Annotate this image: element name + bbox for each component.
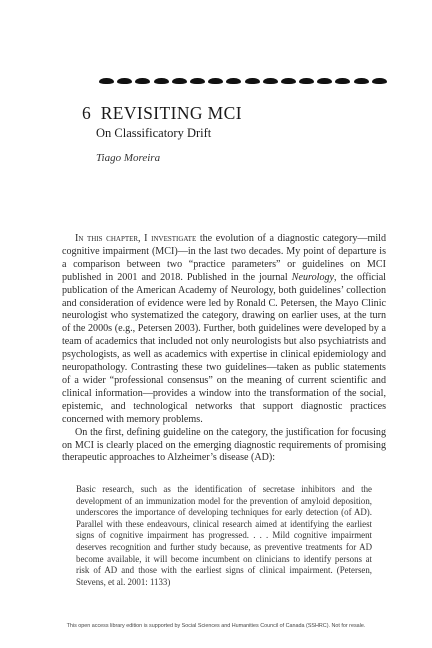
page-footer-notice: This open access library edition is supported by Social Sciences and Humanities Council of Canada (SSHRC). Not for resale. <box>66 623 366 629</box>
ornamental-divider <box>99 77 387 85</box>
paragraph-1 <box>62 233 386 427</box>
journal-title: Neurology <box>291 271 335 283</box>
chapter-number: 6 <box>82 103 92 123</box>
paragraph-1-end: , the official publication of the American Academy of Neurology, both guidelines’ collection and consideration of evidence were led by Ronald C. Petersen, the Mayo Clinic neurologist who systematized the category, drawing on earlier uses, at the turn of the 2000s (e.g., Petersen 2003). Further, both guidelines were developed by a team of academics that included not only neurologists but also psychiatrists and psychologists, as well as academics with expertise in clinical epidemiology and neuropathology. Contrasting these two guidelines—taken as public statements of a wider “professional consensus” on the meaning of current scientific and clinical information—provides a window into the transformation of the social, epistemic, and technological networks that support diagnostic practices concerned with memory problems. <box>62 271 386 425</box>
chapter-subtitle: On Classificatory Drift <box>96 126 212 140</box>
body-text <box>62 233 386 465</box>
paragraph-2: On the first, defining guideline on the category, the justification for focusing on MCI is clearly placed on the emerging diagnostic requirements of promising therapeutic approaches to Alzheimer’s disease (AD): <box>62 426 386 464</box>
paragraph-1-text: the evolution of a diagnostic category—mild cognitive impairment (MCI)—in the last two decades. My point of departure is a comparison between two “practice parameters” or guidelines on MCI published in 2001 and 2018. Published in the journal <box>62 233 386 283</box>
paragraph-1-lead: In this chapter, I investigate <box>75 233 197 244</box>
block-quote: Basic research, such as the identification of secretase inhibitors and the development of an immunization model for the prevention of amyloid deposition, underscores the importance of developing techniques for early detection (of AD). Parallel with these endeavours, clinical research aimed at identifying the earliest signs of cognitive impairment has progressed. . . . Mild cognitive impairment deserves recognition and further study because, as preventive treatments for AD become available, it will become incumbent on clinicians to identify persons at risk of AD and those with the earliest signs of clinical impairment. (Petersen, Stevens, et al. 2001: 1133) <box>76 484 372 587</box>
chapter-heading <box>82 103 242 124</box>
chapter-title: REVISITING MCI <box>100 103 242 123</box>
chapter-author: Tiago Moreira <box>96 152 161 164</box>
